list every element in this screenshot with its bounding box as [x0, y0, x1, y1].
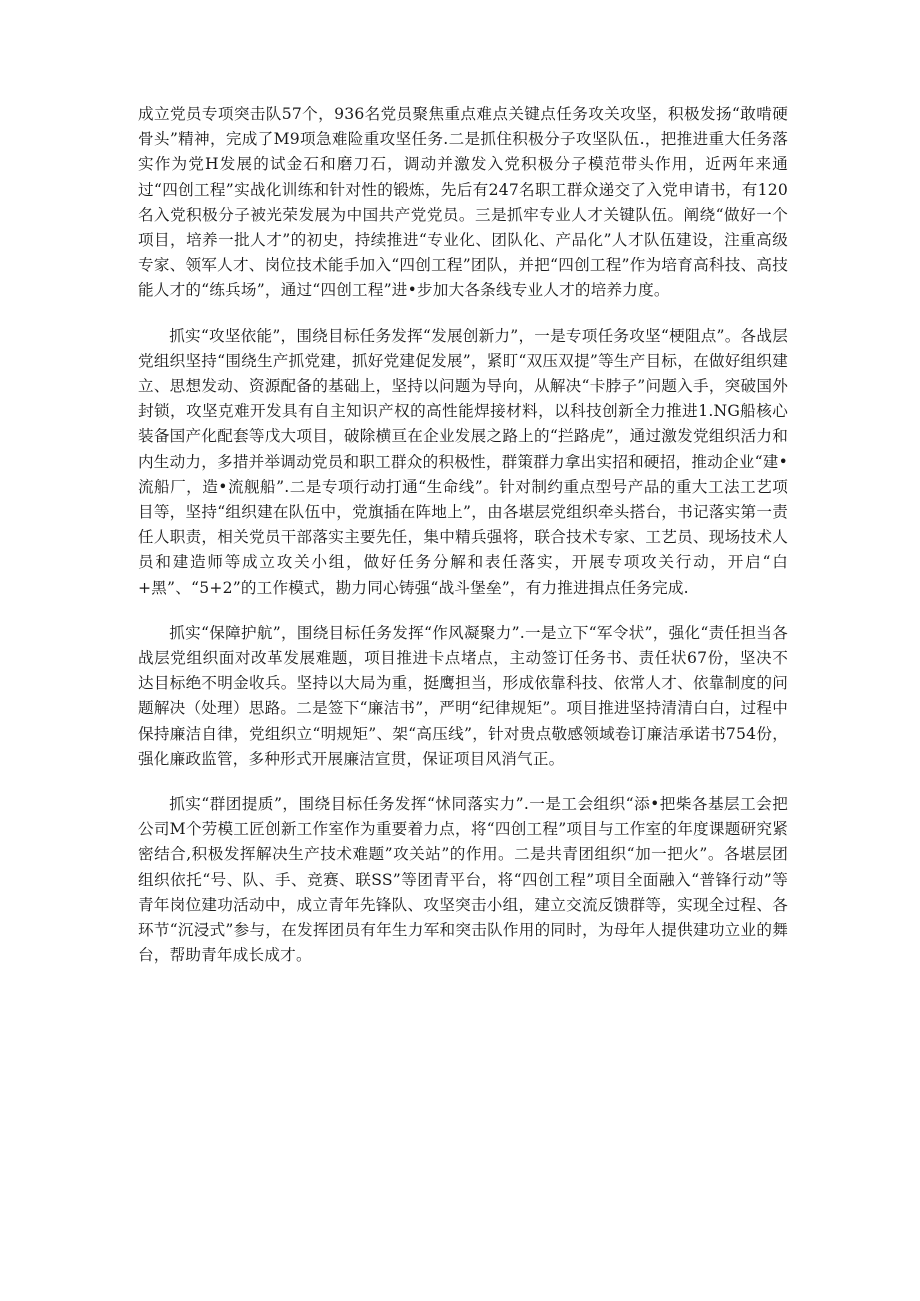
paragraph-2: 抓实“攻坚依能”，围绕目标任务发挥“发展创新力”，一是专项任务攻坚“梗阻点”。各战层党组织坚持“围绕生产抓党建，抓好党建促发展”，紧盯“双压双提”等生产目标，在做好组织建立、思想发动、资源配备的基础上，坚持以问题为导向，从解决“卡脖子”问题入手，突破国外封锁，攻坚克难开发具有自主知识产权的高性能焊接材料，以科技创新全力推进1.NG船核心装备国产化配套等戊大项目，破除横亘在企业发展之路上的“拦路虎”，通过激发党组织活力和内生动力，多措并举调动党员和职工群众的积极性，群策群力拿出实招和硬招，推动企业“建•流船厂，造•流舰船”.二是专项行动打通“生命线”。针对制约重点型号产品的重大工法工艺项目等，坚持“组织建在队伍中，党旗插在阵地上”，由各堪层党组织牵头搭台，书记落实第一责任人职责，相关党员干部落实主要先任，集中精兵强将，联合技术专家、工艺员、现场技术人员和建造师等成立攻关小组，做好任务分解和表任落实，开展专项攻关行动，开启“白+黑”、“5+2”的工作模式，勘力同心铸强“战斗堡垒”，有力推进揖点任务完成.	[138, 326, 788, 597]
paragraph-4: 抓实“群团提质”，围绕目标任务发挥“怵同落实力”.一是工会组织“添•把柴各基层工会把公司M个劳模工匠创新工作室作为重要着力点，将“四创工程”项目与工作室的年度课题研究紧密结合,积极发挥解决生产技术难题”攻关站”的作用。二是共青团组织“加一把火”。各堪层团组织依托“号、队、手、竞赛、联SS”等团青平台，将“四创工程”项目全面融入“普锋行动”等青年岗位建功活动中，成立青年先锋队、攻坚突击小组，建立交流反馈群等，实现全过程、各环节“沉浸式”参与，在发挥团员有年生力军和突击队作用的同时，为母年人提供建功立业的舞台，帮助青年成长成才。	[138, 795, 788, 965]
document-page	[138, 102, 788, 989]
paragraph-1: 成立党员专项突击队57个，936名党员聚焦重点难点关键点任务攻关攻坚，积极发扬“敢啃硬骨头”精神，完成了M9项急难险重攻坚任务.二是抓住积极分子攻坚队伍.，把推进重大任务落实作为党H发展的试金石和磨刀石，调动并激发入党积极分子模范带头作用，近两年来通过“四创工程”实战化训练和针对性的锻炼，先后有247名职工群众递交了入党申请书，有120名入党积极分子被光荣发展为中国共产党党员。三是抓牢专业人才关键队伍。阐绕“做好一个项目，培养一批人才”的初史，持续推进“专业化、团队化、产品化”人才队伍建设，注重高级专家、领军人才、岗位技术能手加入“四创工程”团队，并把“四创工程”作为培育高科技、高技能人才的“练兵场”，通过“四创工程”进•步加大各条线专业人才的培养力度。	[138, 105, 788, 300]
paragraph-3: 抓实“保障护航”，围绕目标任务发挥“作风凝聚力”.一是立下“军令状”，强化“责任担当各战层党组织面对改革发展难题，项目推进卡点堵点，主动签订任务书、责任状67份，坚决不达目标绝不明金收兵。坚持以大局为重，挺鹰担当，形成依靠科技、依常人才、依靠制度的问题解决（处理）思路。二是签下“廉洁书”，严明“纪律规矩”。项目推进坚持清清白白，过程中保持廉洁自律，党组织立“明规矩”、架“高压线”，针对贵点敬感领域卷订廉洁承诺书754份，强化廉政监管，多种形式开展廉洁宣贯，保证项目风消气正。	[138, 623, 788, 768]
